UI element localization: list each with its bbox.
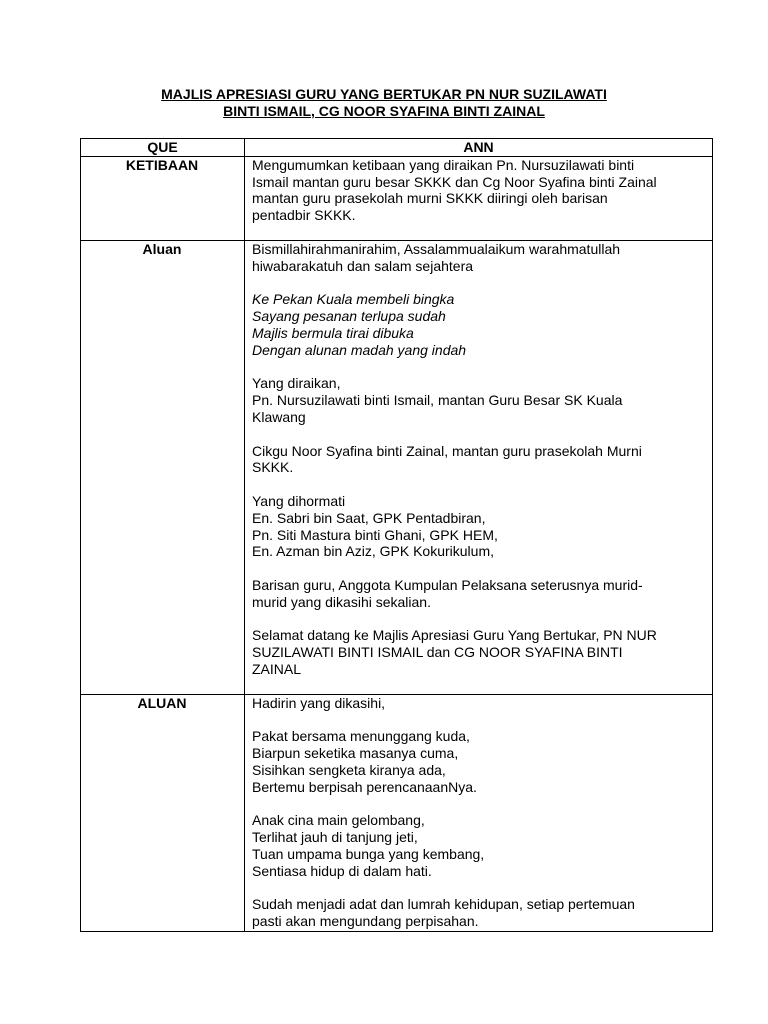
announcement-paragraph [252, 157, 704, 224]
pantun-line: Pakat bersama menunggang kuda, [252, 728, 470, 745]
ann-column-header: ANN [245, 139, 713, 157]
text-line: Yang dihormati [252, 492, 346, 509]
ann-cell [245, 694, 713, 931]
que-cell: ALUAN [81, 694, 245, 931]
pantun-stanza [252, 291, 704, 358]
table-row-ketibaan [81, 156, 713, 240]
text-line: SUZILAWATI BINTI ISMAIL dan CG NOOR SYAFINA BINTI [252, 644, 623, 661]
text-line: mantan guru prasekolah murni SKKK diiringi oleh barisan [252, 190, 608, 207]
text-line: Cikgu Noor Syafina binti Zainal, mantan guru prasekolah Murni [252, 442, 642, 459]
text-line: murid yang dikasihi sekalian. [252, 593, 431, 610]
pantun-line: Anak cina main gelombang, [252, 812, 425, 829]
que-cell: Aluan [81, 240, 245, 694]
text-line: hiwabarakatuh dan salam sejahtera [252, 257, 474, 274]
ann-cell [245, 240, 713, 694]
text-line: Pn. Siti Mastura binti Ghani, GPK HEM, [252, 526, 498, 543]
text-line: SKKK. [252, 459, 294, 476]
pantun-line: Biarpun seketika masanya cuma, [252, 745, 459, 762]
pantun-line: Terlihat jauh di tanjung jeti, [252, 829, 418, 846]
program-script-table [80, 138, 713, 932]
pantun-line: Sisihkan sengketa kiranya ada, [252, 761, 446, 778]
pantun-line: Tuan umpama bunga yang kembang, [252, 845, 485, 862]
text-line: En. Sabri bin Saat, GPK Pentadbiran, [252, 509, 486, 526]
title-line-1: MAJLIS APRESIASI GURU YANG BERTUKAR PN NUR SUZILAWATI [161, 86, 607, 102]
que-cell: KETIBAAN [81, 156, 245, 240]
pantun-line: Ke Pekan Kuala membeli bingka [252, 291, 455, 308]
text-line: Hadirin yang dikasihi, [252, 694, 386, 711]
text-line: Barisan guru, Anggota Kumpulan Pelaksana seterusnya murid- [252, 576, 643, 593]
pantun-line: Dengan alunan madah yang indah [252, 341, 467, 358]
text-line: pasti akan mengundang perpisahan. [252, 913, 479, 930]
text-line: ZAINAL [252, 660, 302, 677]
welcome-paragraph [252, 627, 704, 677]
greeting-paragraph [252, 695, 704, 712]
table-header-row [81, 139, 713, 157]
table-row-aluan-2 [81, 694, 713, 931]
page-title [80, 86, 688, 120]
text-line: En. Azman bin Aziz, GPK Kokurikulum, [252, 543, 494, 560]
pantun-line: Majlis bermula tirai dibuka [252, 324, 414, 341]
pantun-line: Sentiasa hidup di dalam hati. [252, 862, 432, 879]
honoree-paragraph [252, 375, 704, 425]
pantun-line: Bertemu berpisah perencanaanNya. [252, 778, 477, 795]
table-row-aluan [81, 240, 713, 694]
pantun-line: Sayang pesanan terlupa sudah [252, 308, 446, 325]
ann-cell [245, 156, 713, 240]
pantun-stanza [252, 812, 704, 879]
audience-paragraph [252, 577, 704, 611]
text-line: Yang diraikan, [252, 375, 341, 392]
text-line: Ismail mantan guru besar SKKK dan Cg Noor Syafina binti Zainal [252, 173, 657, 190]
text-line: Sudah menjadi adat dan lumrah kehidupan, setiap pertemuan [252, 896, 635, 913]
text-line: Mengumumkan ketibaan yang diraikan Pn. Nursuzilawati binti [252, 156, 635, 173]
closing-paragraph [252, 896, 704, 930]
pantun-stanza [252, 728, 704, 795]
honoree-paragraph [252, 443, 704, 477]
text-line: Bismillahirahmanirahim, Assalammualaikum warahmatullah [252, 240, 621, 257]
que-column-header: QUE [81, 139, 245, 157]
greeting-paragraph [252, 241, 704, 275]
text-line: pentadbir SKKK. [252, 207, 356, 224]
text-line: Klawang [252, 408, 306, 425]
title-line-2: BINTI ISMAIL, CG NOOR SYAFINA BINTI ZAINAL [223, 103, 545, 119]
text-line: Pn. Nursuzilawati binti Ismail, mantan Guru Besar SK Kuala [252, 392, 623, 409]
dignitaries-paragraph [252, 493, 704, 560]
text-line: Selamat datang ke Majlis Apresiasi Guru Yang Bertukar, PN NUR [252, 627, 657, 644]
